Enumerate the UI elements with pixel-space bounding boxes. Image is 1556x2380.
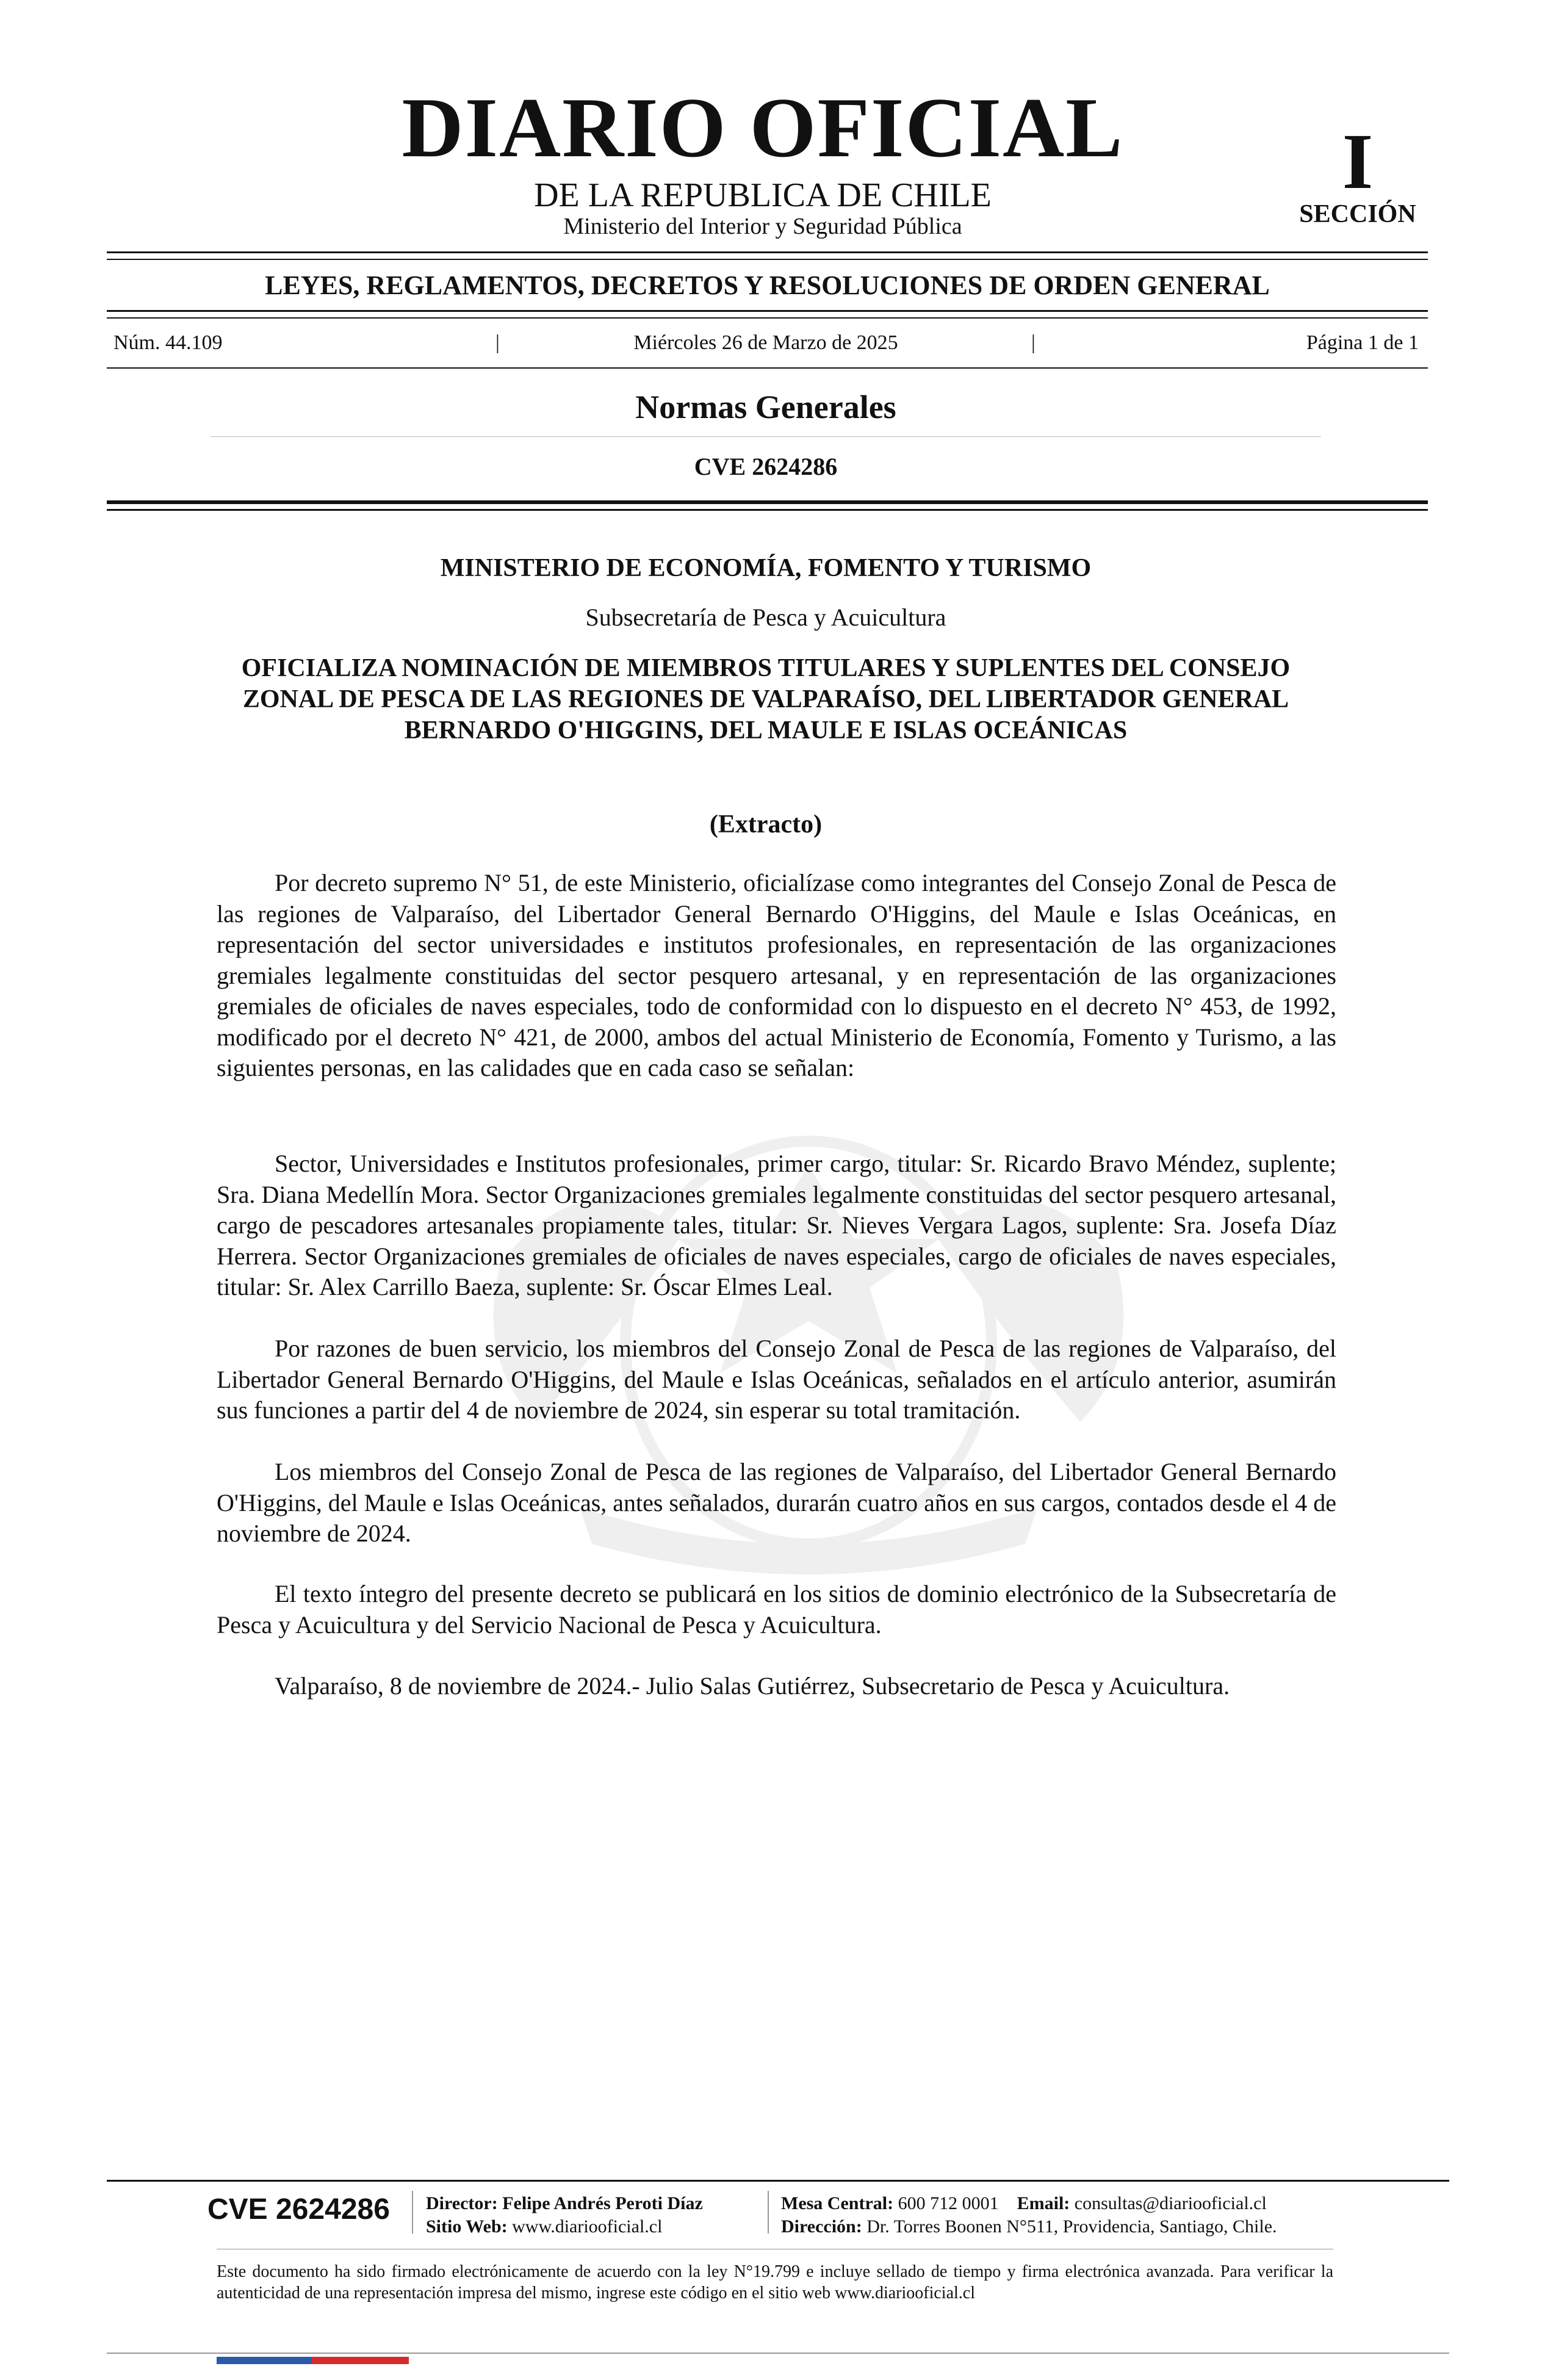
flag-stripe-blue: [217, 2357, 311, 2364]
extracto-label: (Extracto): [709, 810, 823, 838]
footer-divider: [768, 2191, 769, 2234]
footer-divider: [412, 2191, 413, 2234]
issue-number: Núm. 44.109: [113, 331, 223, 354]
header-rule-thick: [107, 500, 1428, 504]
footer-rule-bottom: [107, 2353, 1449, 2354]
page-indicator: Página 1 de 1: [1306, 331, 1419, 354]
subsecretaria: Subsecretaría de Pesca y Acuicultura: [585, 604, 946, 631]
ministry-name: MINISTERIO DE ECONOMÍA, FOMENTO Y TURISMO: [440, 554, 1092, 582]
body-paragraph: Sector, Universidades e Institutos profesionales, primer cargo, titular: Sr. Ricardo Bravo Méndez, suplente; Sra. Diana Medellín Mora. Sector Organizaciones gremiales legalmente constituidas del sector pesquero artesanal, cargo de pescadores artesanales propiamente tales, titular: Sr. Nieves Vergara Lagos, suplente: Sra. Josefa Díaz Herrera. Sector Organizaciones gremiales de oficiales de naves especiales, cargo de oficiales de naves especiales, titular: Sr. Alex Carrillo Baeza, suplente: Sr. Óscar Elmes Leal.: [217, 1150, 1336, 1300]
cve-code: CVE 2624286: [694, 453, 838, 480]
address-label: Dirección:: [781, 2216, 862, 2237]
subtitle-bar: LEYES, REGLAMENTOS, DECRETOS Y RESOLUCIONES DE ORDEN GENERAL: [265, 270, 1270, 300]
footer-cve-code: CVE 2624286: [207, 2193, 390, 2226]
header-rule-thin: [107, 509, 1428, 511]
info-separator: |: [495, 331, 500, 354]
footer-director-block: [426, 2192, 703, 2238]
director-name: Felipe Andrés Peroti Díaz: [502, 2193, 703, 2213]
masthead-rule-top: [107, 251, 1428, 253]
body-paragraph: El texto íntegro del presente decreto se publicará en los sitios de dominio electrónico de la Subsecretaría de Pesca y Acuicultura y del Servicio Nacional de Pesca y Acuicultura.: [217, 1580, 1336, 1639]
document-title: OFICIALIZA NOMINACIÓN DE MIEMBROS TITULARES Y SUPLENTES DEL CONSEJO ZONAL DE PESCA DE LAS REGIONES DE VALPARAÍSO, DEL LIBERTADOR GENERAL BERNARDO O'HIGGINS, DEL MAULE E ISLAS OCEÁNICAS: [241, 654, 1291, 745]
email-label: Email:: [1017, 2193, 1070, 2213]
issue-date: Miércoles 26 de Marzo de 2025: [633, 331, 898, 354]
website-link[interactable]: www.diariooficial.cl: [512, 2216, 663, 2237]
info-separator: |: [1031, 331, 1036, 354]
phone-label: Mesa Central:: [781, 2193, 894, 2213]
footer-legal-note: Este documento ha sido firmado electrónicamente de acuerdo con la ley N°19.799 e incluye sellado de tiempo y firma electrónica avanzada. Para verificar la autenticidad de una representación impresa del mismo, ingrese este código en el sitio web www.diariooficial.cl: [217, 2262, 1333, 2302]
body-paragraph: Por razones de buen servicio, los miembros del Consejo Zonal de Pesca de las regiones de Valparaíso, del Libertador General Bernardo O'Higgins, del Maule e Islas Oceánicas, señalados en el artículo anterior, asumirán sus funciones a partir del 4 de noviembre de 2024, sin esperar su total tramitación.: [217, 1335, 1336, 1424]
flag-stripe-red: [311, 2357, 409, 2364]
body-paragraph: Los miembros del Consejo Zonal de Pesca de las regiones de Valparaíso, del Libertador General Bernardo O'Higgins, del Maule e Islas Oceánicas, antes señalados, durarán cuatro años en sus cargos, contados desde el 4 de noviembre de 2024.: [217, 1458, 1336, 1547]
masthead-title: DIARIO OFICIAL: [402, 81, 1124, 175]
masthead-ministry: Ministerio del Interior y Seguridad Pública: [563, 214, 962, 239]
masthead-rule-bottom: [107, 259, 1428, 260]
section-label: SECCIÓN: [1299, 200, 1416, 228]
section-number: I: [1342, 118, 1374, 206]
footer-rule-top: [107, 2180, 1449, 2182]
info-rule: [107, 367, 1428, 369]
masthead-subtitle: DE LA REPUBLICA DE CHILE: [534, 176, 992, 214]
subtitle-rule-2: [107, 317, 1428, 319]
director-label: Director:: [426, 2193, 498, 2213]
website-label: Sitio Web:: [426, 2216, 508, 2237]
body-paragraph: Por decreto supremo N° 51, de este Ministerio, oficialízase como integrantes del Consejo Zonal de Pesca de las regiones de Valparaíso, del Libertador General Bernardo O'Higgins, del Maule e Islas Oceánicas, en representación del sector universidades e institutos profesionales, en representación de las organizaciones gremiales legalmente constituidas del sector pesquero artesanal, y en representación de las organizaciones gremiales de oficiales de naves especiales, todo de conformidad con lo dispuesto en el decreto N° 453, de 1992, modificado por el decreto N° 421, de 2000, ambos del actual Ministerio de Economía, Fomento y Turismo, a las siguientes personas, en las calidades que en cada caso se señalan:: [217, 869, 1336, 1081]
section-heading: Normas Generales: [635, 389, 896, 425]
address: Dr. Torres Boonen N°511, Providencia, Santiago, Chile.: [866, 2216, 1277, 2237]
normas-rule: [211, 436, 1321, 437]
subtitle-rule-1: [107, 310, 1428, 312]
signature-paragraph: Valparaíso, 8 de noviembre de 2024.- Julio Salas Gutiérrez, Subsecretario de Pesca y Acuicultura.: [275, 1672, 1230, 1700]
footer-contact-block: [781, 2192, 1277, 2238]
email-link[interactable]: consultas@diariooficial.cl: [1074, 2193, 1267, 2213]
phone-number: 600 712 0001: [898, 2193, 999, 2213]
